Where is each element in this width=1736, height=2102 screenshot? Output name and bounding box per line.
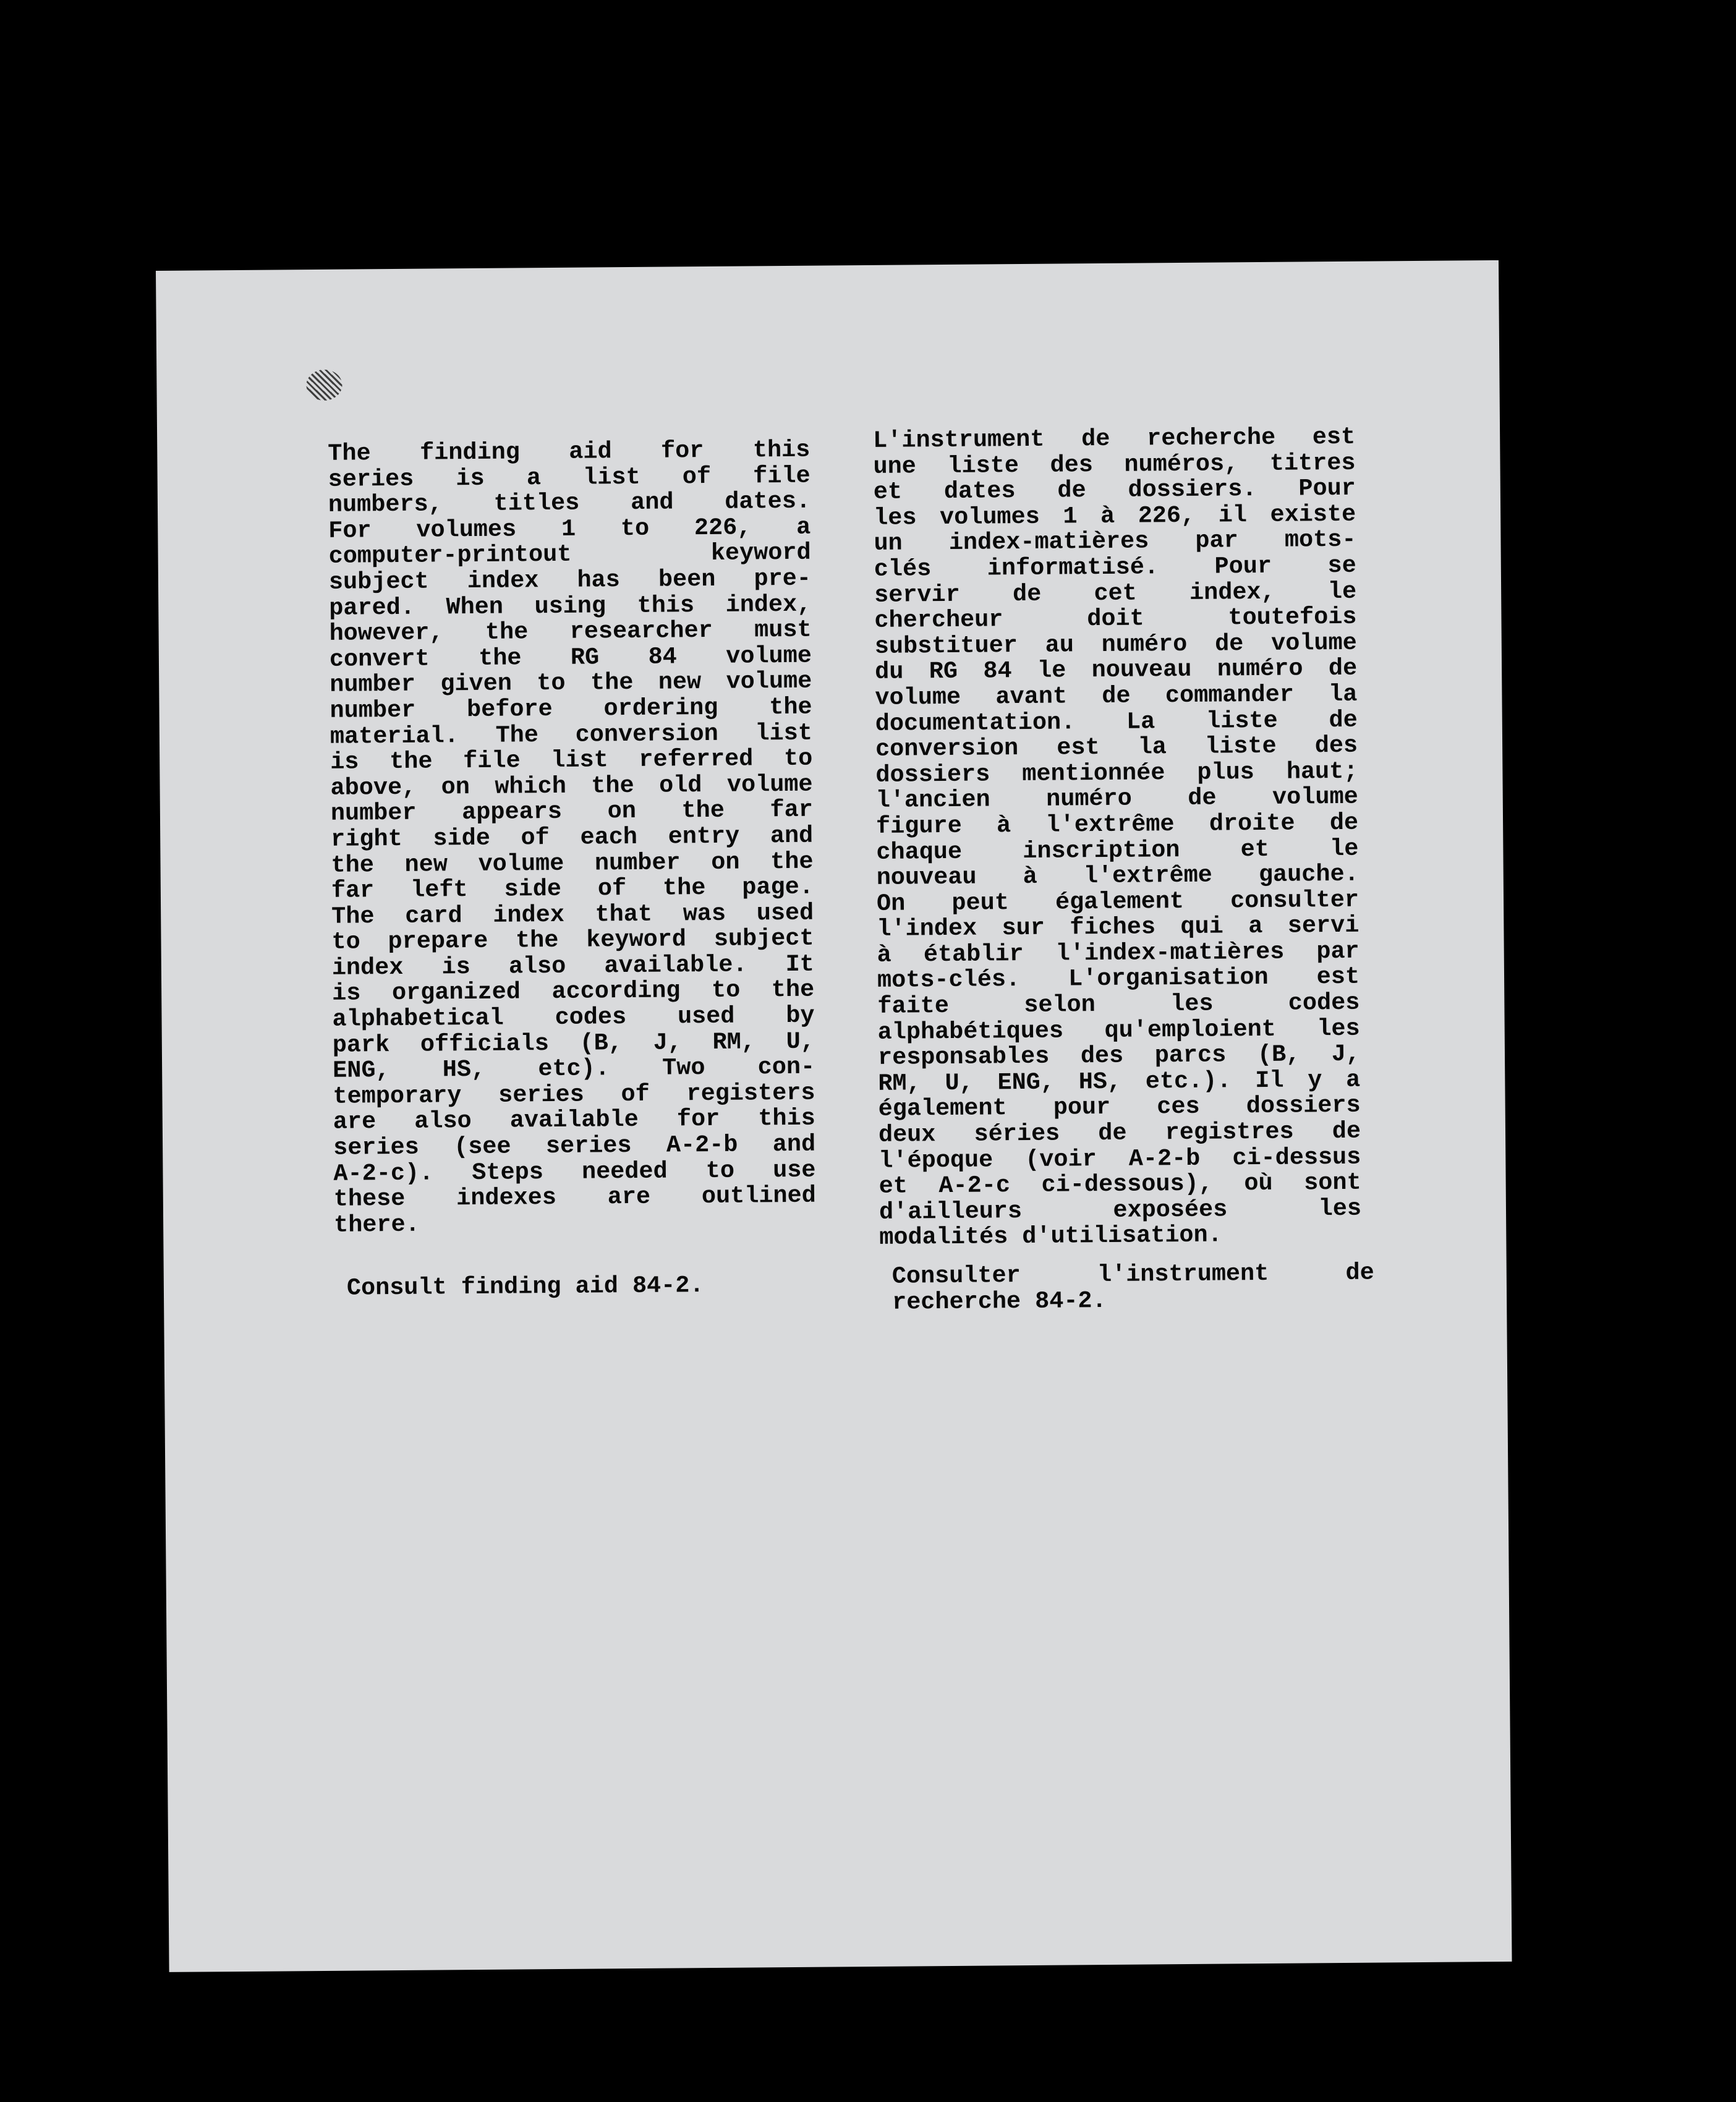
english-consult-text: Consult finding aid 84-2. bbox=[346, 1272, 704, 1302]
text-line: figure à l'extrême droite de bbox=[875, 809, 1359, 840]
text-line: series is a list of file bbox=[328, 462, 811, 493]
text-line: number given to the new volume bbox=[330, 668, 812, 699]
text-line: L'instrument de recherche est bbox=[873, 423, 1356, 454]
text-line: ENG, HS, etc). Two con- bbox=[332, 1053, 815, 1085]
text-line: is the file list referred to bbox=[330, 744, 813, 776]
text-line: above, on which the old volume bbox=[330, 770, 813, 802]
text-line: un index-matières par mots- bbox=[874, 526, 1356, 558]
text-line: nouveau à l'extrême gauche. bbox=[876, 860, 1359, 891]
text-line: there. bbox=[333, 1211, 420, 1239]
text-line: modalités d'utilisation. bbox=[879, 1221, 1222, 1252]
text-line: far left side of the page. bbox=[331, 873, 814, 904]
text-line: clés informatisé. Pour se bbox=[874, 551, 1356, 583]
french-consult-line: recherche 84-2. bbox=[891, 1287, 1107, 1316]
text-line: conversion est la liste des bbox=[875, 731, 1358, 764]
text-line: On peut également consulter bbox=[876, 886, 1359, 917]
text-line: however, the researcher must bbox=[329, 616, 812, 647]
punch-hole-mark bbox=[306, 370, 342, 401]
text-line: documentation. La liste de bbox=[875, 706, 1358, 738]
text-line: are also available for this bbox=[333, 1105, 815, 1136]
text-line: the new volume number on the bbox=[331, 848, 814, 879]
text-line: pared. When using this index, bbox=[329, 590, 812, 622]
text-line: chaque inscription et le bbox=[876, 835, 1359, 866]
text-line: these indexes are outlined bbox=[333, 1181, 816, 1214]
english-consult-note bbox=[347, 1272, 829, 1301]
text-line: une liste des numéros, titres bbox=[873, 449, 1356, 480]
french-consult-line: Consulter l'instrument de bbox=[891, 1259, 1374, 1290]
text-line: volume avant de commander la bbox=[875, 680, 1358, 712]
text-line: RM, U, ENG, HS, etc.). Il y a bbox=[878, 1066, 1361, 1097]
text-line: right side of each entry and bbox=[331, 822, 814, 853]
text-line: to prepare the keyword subject bbox=[331, 924, 814, 956]
text-line: The card index that was used bbox=[331, 899, 814, 930]
text-line: A-2-c). Steps needed to use bbox=[333, 1156, 816, 1188]
text-line: faite selon les codes bbox=[877, 989, 1360, 1020]
text-line: chercheur doit toutefois bbox=[874, 603, 1357, 635]
text-line: d'ailleurs exposées les bbox=[879, 1194, 1362, 1226]
text-line: à établir l'index-matières par bbox=[877, 937, 1359, 969]
text-line: dossiers mentionnée plus haut; bbox=[875, 757, 1358, 789]
text-line: l'index sur fiches qui a servi bbox=[877, 912, 1359, 943]
text-line: et dates de dossiers. Pour bbox=[873, 474, 1356, 506]
text-line: For volumes 1 to 226, a bbox=[328, 513, 811, 545]
text-line: et A-2-c ci-dessous), où sont bbox=[879, 1168, 1361, 1201]
text-line: series (see series A-2-b and bbox=[333, 1130, 816, 1162]
french-paragraph bbox=[873, 425, 1361, 1251]
text-line: subject index has been pre- bbox=[328, 564, 812, 596]
text-line: is organized according to the bbox=[332, 976, 815, 1008]
text-line: deux séries de registres de bbox=[878, 1117, 1361, 1149]
text-line: park officials (B, J, RM, U, bbox=[332, 1028, 815, 1059]
text-line: responsables des parcs (B, J, bbox=[877, 1040, 1361, 1072]
text-line: l'époque (voir A-2-b ci-dessus bbox=[879, 1143, 1361, 1175]
text-line: également pour ces dossiers bbox=[878, 1092, 1361, 1123]
text-line: mots-clés. L'organisation est bbox=[877, 963, 1360, 995]
text-line: numbers, titles and dates. bbox=[328, 487, 811, 519]
text-line: index is also available. It bbox=[331, 950, 815, 982]
text-line: l'ancien numéro de volume bbox=[875, 783, 1358, 815]
document-page bbox=[156, 260, 1512, 1972]
text-line: computer-printout keyword bbox=[328, 539, 811, 571]
text-line: number appears on the far bbox=[330, 796, 814, 828]
text-line: du RG 84 le nouveau numéro de bbox=[874, 655, 1358, 686]
english-paragraph bbox=[328, 438, 816, 1238]
text-line: alphabetical codes used by bbox=[332, 1002, 815, 1033]
text-line: substituer au numéro de volume bbox=[874, 629, 1357, 660]
text-line: The finding aid for this bbox=[328, 436, 811, 467]
text-line: les volumes 1 à 226, il existe bbox=[874, 500, 1356, 532]
text-line: servir de cet index, le bbox=[874, 577, 1357, 609]
text-line: alphabétiques qu'emploient les bbox=[877, 1015, 1360, 1046]
text-line: convert the RG 84 volume bbox=[329, 642, 812, 673]
text-line: material. The conversion list bbox=[330, 719, 813, 751]
text-line: temporary series of registers bbox=[333, 1079, 815, 1110]
french-consult-note bbox=[892, 1261, 1375, 1316]
text-line: number before ordering the bbox=[330, 693, 812, 725]
